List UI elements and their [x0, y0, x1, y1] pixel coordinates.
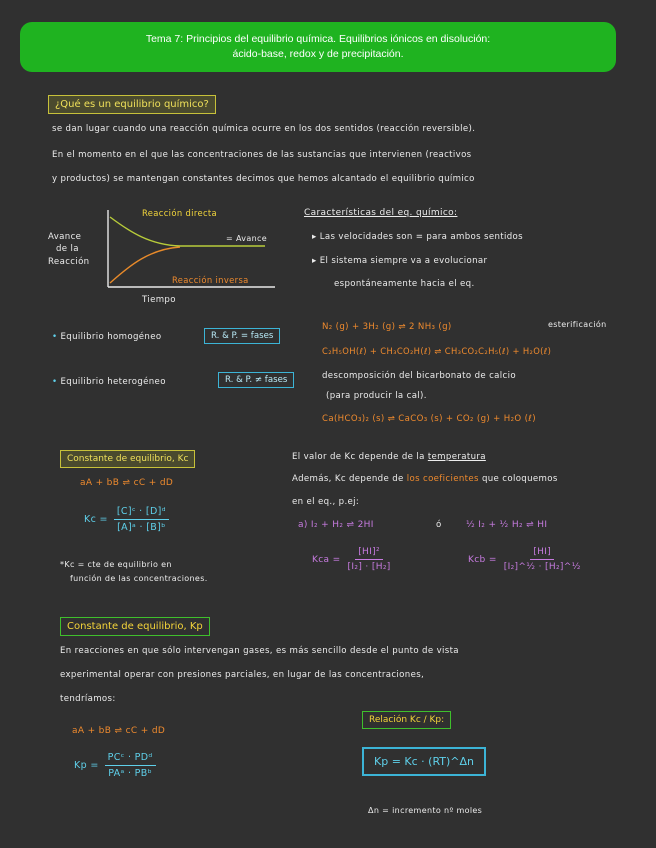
kp-paragraph: tendríamos:: [60, 694, 116, 704]
kp-section-title: Constante de equilibrio, Kp: [60, 617, 210, 636]
characteristics-title: Características del eq. químico:: [304, 208, 458, 218]
or-text: ó: [436, 520, 442, 530]
homogeneous-label: Equilibrio homogéneo: [60, 332, 162, 342]
kc-temp-text: Kc depende de la: [344, 452, 425, 462]
inverse-reaction-label: Reacción inversa: [172, 275, 249, 285]
homogeneous-phase-box: R. & P. = fases: [204, 328, 280, 344]
kcb-numerator: [HI]: [530, 547, 554, 560]
kca-denominator: [I₂] · [H₂]: [347, 562, 391, 572]
section-title-equilibrium: ¿Qué es un equilibrio químico?: [48, 95, 216, 114]
paragraph-line: se dan lugar cuando una reacción química ocurre en los dos sentidos (reacción reversible).: [52, 124, 476, 134]
title-banner: [20, 22, 616, 72]
kc-note: función de las concentraciones.: [70, 574, 208, 583]
heterogeneous-phase-box: R. & P. ≠ fases: [218, 372, 294, 388]
delta-n-note: Δn = incremento nº moles: [368, 806, 483, 815]
kc-note: *Kc = cte de equilibrio en: [60, 560, 172, 569]
graph-ylabel: Reacción: [48, 257, 90, 267]
graph-xlabel: Tiempo: [142, 295, 176, 305]
kc-section-title: Constante de equilibrio, Kc: [60, 450, 195, 468]
kca-fraction: [345, 547, 394, 572]
graph-ylabel: de la: [56, 244, 79, 254]
kp-reaction: aA + bB ⇌ cC + dD: [72, 726, 166, 736]
avance-label: = Avance: [226, 234, 268, 243]
kca-formula: [312, 547, 394, 572]
kcb-lhs: Kcb =: [468, 554, 497, 565]
example-a-equation: a) I₂ + H₂ ⇌ 2HI: [298, 520, 374, 530]
bicarbonate-equation: Ca(HCO₃)₂ (s) ⇌ CaCO₃ (s) + CO₂ (g) + H₂O (ℓ): [322, 414, 536, 424]
characteristic-text: El sistema siempre va a evolucionar: [319, 256, 488, 266]
kc-temp-text: El valor de: [292, 452, 342, 462]
characteristic-item: ▸ Las velocidades son = para ambos sentidos: [312, 232, 523, 242]
kp-numerator: PCᶜ · PDᵈ: [105, 752, 156, 766]
esterification-note: esterificación: [548, 320, 607, 329]
kc-example-intro: en el eq., p.ej:: [292, 497, 360, 507]
kc-reaction: aA + bB ⇌ cC + dD: [80, 478, 174, 488]
kca-numerator: [HI]²: [355, 547, 383, 560]
heterogeneous-item: • Equilibrio heterogéneo: [52, 377, 166, 387]
characteristic-item: ▸ El sistema siempre va a evolucionar: [312, 256, 488, 266]
kp-paragraph: En reacciones en que sólo intervengan gases, es más sencillo desde el punto de vista: [60, 646, 459, 656]
kc-temp-line: [292, 452, 486, 462]
direct-reaction-label: Reacción directa: [142, 208, 218, 218]
kcb-denominator: [I₂]^½ · [H₂]^½: [503, 562, 581, 572]
inverse-reaction-curve: [110, 247, 180, 283]
characteristic-text: Las velocidades son = para ambos sentidos: [319, 232, 523, 242]
kc-numerator: [C]ᶜ · [D]ᵈ: [114, 506, 169, 520]
esterification-equation: C₂H₅OH(ℓ) + CH₃CO₂H(ℓ) ⇌ CH₃CO₂C₂H₅(ℓ) + H₂O(ℓ): [322, 346, 552, 356]
ammonia-equation: N₂ (g) + 3H₂ (g) ⇌ 2 NH₃ (g): [322, 322, 452, 332]
kc-kp-relation-title: Relación Kc / Kp:: [362, 711, 451, 729]
coefficients-word: los coeficientes: [406, 474, 479, 484]
title-line-1: Tema 7: Principios del equilibrio química. Equilibrios iónicos en disolución:: [145, 33, 491, 45]
kcb-fraction: [501, 547, 584, 572]
paragraph-line: y productos) se mantengan constantes decimos que hemos alcantado el equilibrio químico: [52, 174, 475, 184]
example-b-equation: ½ I₂ + ½ H₂ ⇌ HI: [466, 520, 548, 530]
kp-formula: [74, 752, 156, 779]
kcb-formula: [468, 547, 584, 572]
paragraph-line: En el momento en el que las concentraciones de las sustancias que intervienen (reactivos: [52, 150, 472, 160]
kp-fraction: [105, 752, 156, 779]
kca-lhs: Kca =: [312, 554, 341, 565]
kc-fraction: [114, 506, 169, 533]
kc-coef-text: Además, Kc depende de: [292, 474, 404, 484]
kp-formula-lhs: Kp =: [74, 760, 99, 771]
decomposition-text: descomposición del bicarbonato de calcio: [322, 371, 516, 381]
kc-formula: [84, 506, 169, 533]
kc-denominator: [A]ᵃ · [B]ᵇ: [117, 522, 166, 533]
characteristic-text: espontáneamente hacia el eq.: [334, 279, 475, 289]
decomposition-text: (para producir la cal).: [326, 391, 427, 401]
graph-ylabel: Avance: [48, 232, 82, 242]
title-line-2: ácido-base, redox y de precipitación.: [232, 48, 404, 60]
kc-coef-line: [292, 474, 558, 484]
temperature-word: temperatura: [427, 452, 486, 462]
kp-kc-relation-box: Kp = Kc · (RT)^Δn: [362, 747, 486, 776]
heterogeneous-label: Equilibrio heterogéneo: [60, 377, 166, 387]
kc-formula-lhs: Kc =: [84, 514, 108, 525]
kp-denominator: PAᵃ · PBᵇ: [108, 768, 153, 779]
homogeneous-item: • Equilibrio homogéneo: [52, 332, 162, 342]
kc-coef-text: que coloquemos: [481, 474, 558, 484]
kp-paragraph: experimental operar con presiones parciales, en lugar de las concentraciones,: [60, 670, 425, 680]
